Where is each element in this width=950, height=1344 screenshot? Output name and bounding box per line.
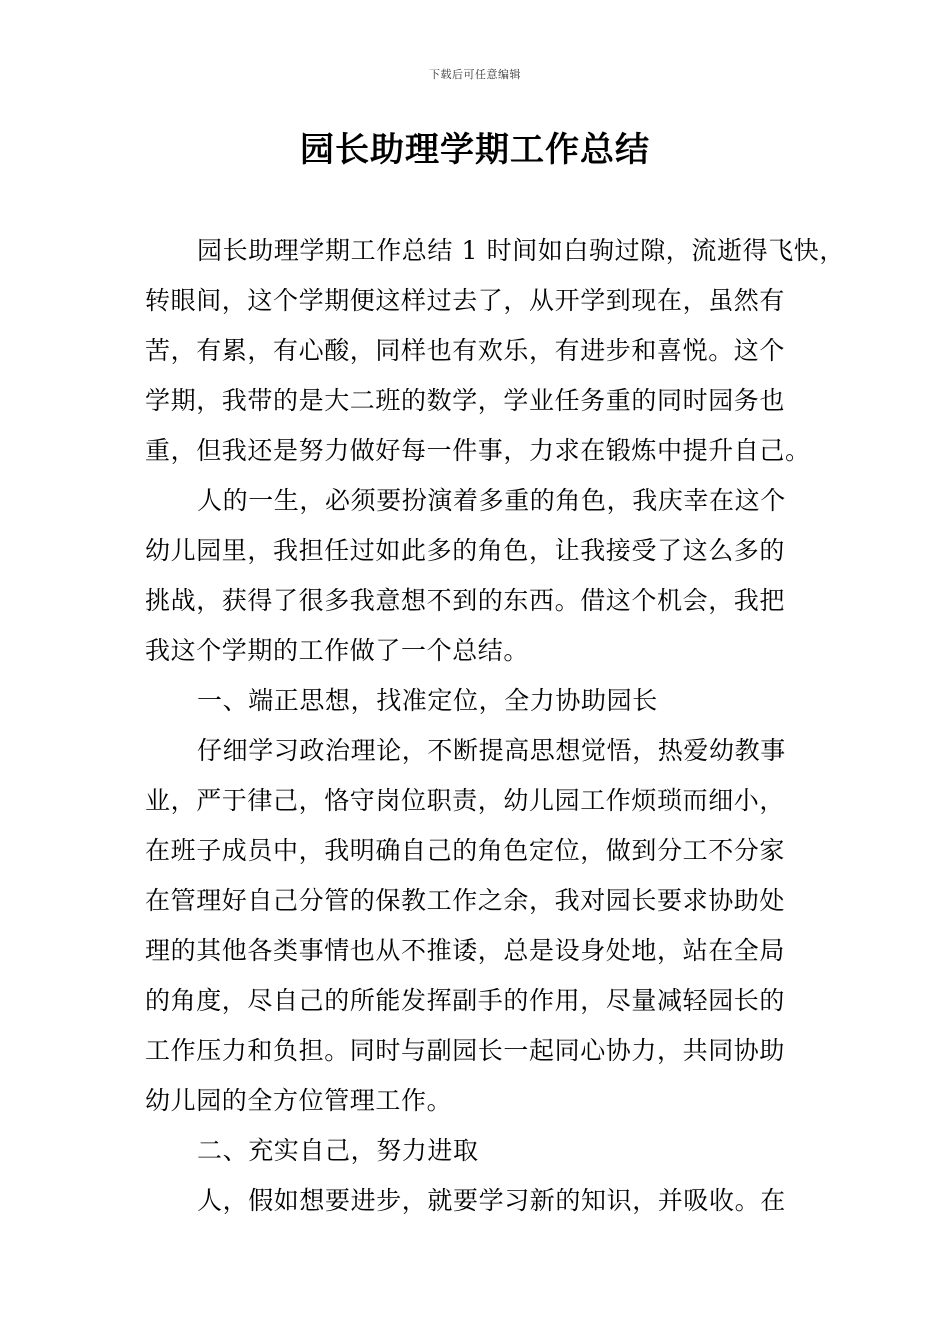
document-title: 园长助理学期工作总结 bbox=[300, 130, 650, 170]
paragraph-line: 的角度，尽自己的所能发挥副手的作用，尽量减轻园长的 bbox=[145, 986, 786, 1015]
document-body bbox=[145, 226, 846, 1226]
paragraph-line: 苦，有累，有心酸，同样也有欢乐，有进步和喜悦。这个 bbox=[145, 336, 786, 365]
paragraph-line: 人的一生，必须要扮演着多重的角色，我庆幸在这个 bbox=[197, 486, 786, 515]
header-note: 下载后可任意编辑 bbox=[429, 68, 521, 81]
paragraph-line: 工作压力和负担。同时与副园长一起同心协力，共同协助 bbox=[145, 1036, 786, 1065]
paragraph-line: 理的其他各类事情也从不推诿，总是设身处地，站在全局 bbox=[145, 936, 786, 965]
paragraph-line: 转眼间，这个学期便这样过去了，从开学到现在，虽然有 bbox=[145, 286, 786, 315]
paragraph-line: 仔细学习政治理论，不断提高思想觉悟，热爱幼教事 bbox=[197, 736, 786, 765]
section-heading: 一、端正思想，找准定位，全力协助园长 bbox=[197, 686, 658, 715]
paragraph-line: 挑战，获得了很多我意想不到的东西。借这个机会，我把 bbox=[145, 586, 786, 615]
paragraph-line: 在管理好自己分管的保教工作之余，我对园长要求协助处 bbox=[145, 886, 786, 915]
paragraph-line: 在班子成员中，我明确自己的角色定位，做到分工不分家 bbox=[145, 836, 786, 865]
paragraph-line: 幼儿园的全方位管理工作。 bbox=[145, 1086, 453, 1115]
paragraph-line: 人，假如想要进步，就要学习新的知识，并吸收。在 bbox=[197, 1186, 786, 1215]
paragraph-line: 幼儿园里，我担任过如此多的角色，让我接受了这么多的 bbox=[145, 536, 786, 565]
paragraph-line: 园长助理学期工作总结 1 时间如白驹过隙，流逝得飞快， bbox=[197, 236, 846, 265]
paragraph-line: 业，严于律己，恪守岗位职责，幼儿园工作烦琐而细小， bbox=[145, 786, 786, 815]
paragraph-line: 我这个学期的工作做了一个总结。 bbox=[145, 636, 530, 665]
paragraph-line: 学期，我带的是大二班的数学，学业任务重的同时园务也 bbox=[145, 386, 786, 415]
section-heading: 二、充实自己，努力进取 bbox=[197, 1136, 479, 1165]
paragraph-line: 重，但我还是努力做好每一件事，力求在锻炼中提升自己。 bbox=[145, 436, 811, 465]
